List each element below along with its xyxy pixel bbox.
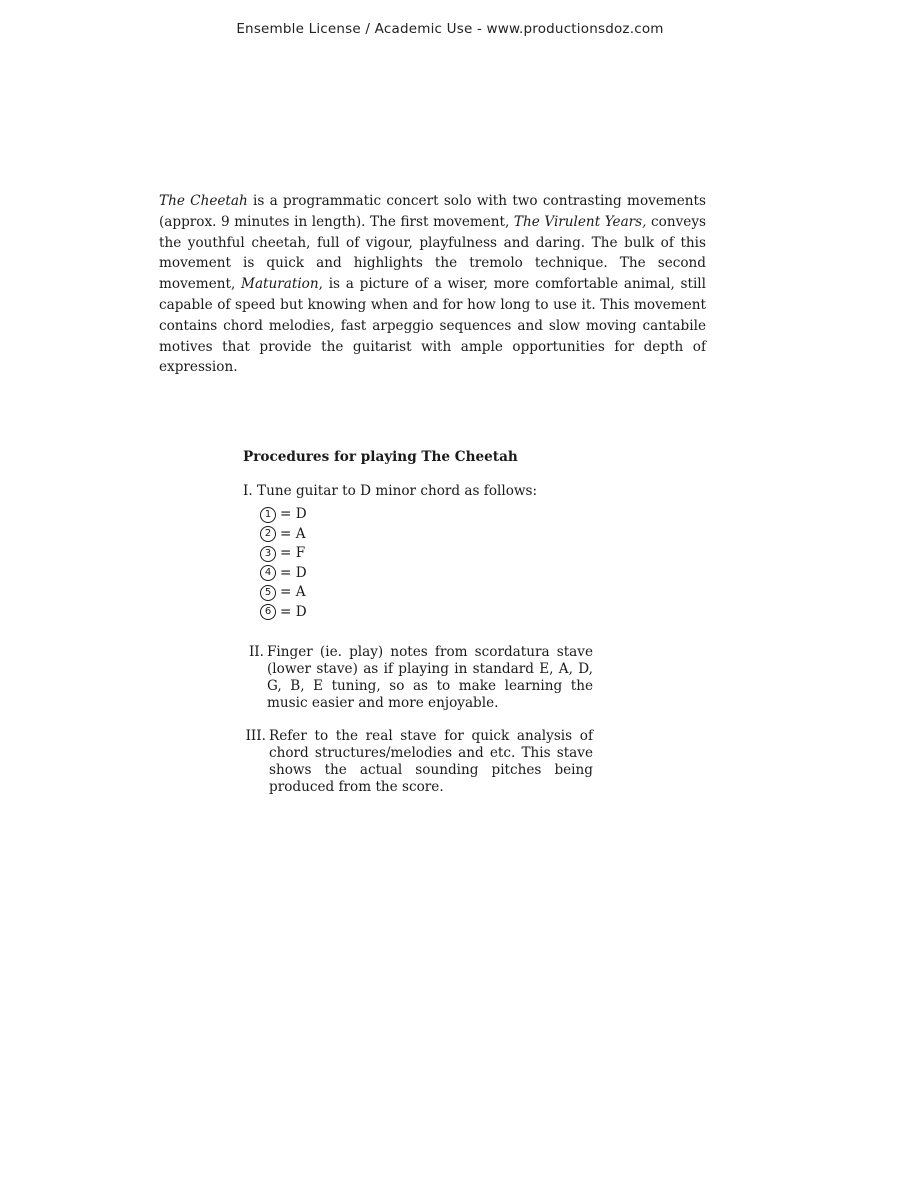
description-part-2: conveys the youthful cheetah, full of vigour, playfulness and daring. The bulk of this movement is quick and highlights the tremolo technique. The second movement, [159, 213, 706, 293]
step-three [243, 728, 593, 796]
step-one: I. Tune guitar to D minor chord as follows: [243, 483, 538, 499]
piece-title: The Cheetah [159, 193, 248, 209]
license-header: Ensemble License / Academic Use - www.productionsdoz.com [236, 21, 664, 37]
tuning-list [260, 505, 593, 622]
movement-2-title: Maturation [241, 276, 319, 293]
step-two [243, 644, 593, 712]
movement-1-title: The Virulent Years, [513, 213, 647, 230]
tuning-note: = D [280, 564, 307, 581]
tuning-item [260, 603, 593, 623]
string-number-circle: 3 [260, 546, 276, 562]
tuning-note: = D [280, 603, 307, 620]
tuning-note: = A [280, 525, 306, 542]
tuning-item [260, 583, 593, 603]
tuning-item [260, 525, 593, 545]
description-part-1: is a programmatic concert solo with two contrasting movements (approx. 9 minutes in length). The first movement, [159, 193, 706, 230]
string-number-circle: 1 [260, 507, 276, 523]
step-three-text: Refer to the real stave for quick analysis of chord structures/melodies and etc. This stave shows the actual sounding pitches being produced from the score. [269, 728, 593, 795]
tuning-note: = F [280, 545, 306, 561]
string-number-circle: 6 [260, 604, 276, 620]
step-three-number: III. [245, 728, 266, 744]
tuning-note: = A [280, 584, 306, 600]
piece-description [159, 191, 706, 378]
procedures-section [243, 447, 593, 796]
step-two-number: II. [248, 644, 264, 660]
tuning-item [260, 564, 593, 584]
string-number-circle: 4 [260, 565, 276, 581]
tuning-item [260, 544, 593, 564]
tuning-note: = D [280, 506, 307, 522]
description-part-3: , is a picture of a wiser, more comfortable animal, still capable of speed but knowing when and for how long to use it. This movement contains chord melodies, fast arpeggio sequences and slow moving cantabile motives that provide the guitarist with ample opportunities for depth of expression. [159, 276, 706, 376]
tuning-item [260, 505, 593, 525]
string-number-circle: 5 [260, 585, 276, 601]
procedures-title: Procedures for playing The Cheetah [243, 449, 518, 465]
step-two-text: Finger (ie. play) notes from scordatura stave (lower stave) as if playing in standard E, A, D, G, B, E tuning, so as to make learning the music easier and more enjoyable. [267, 644, 593, 711]
string-number-circle: 2 [260, 526, 276, 542]
